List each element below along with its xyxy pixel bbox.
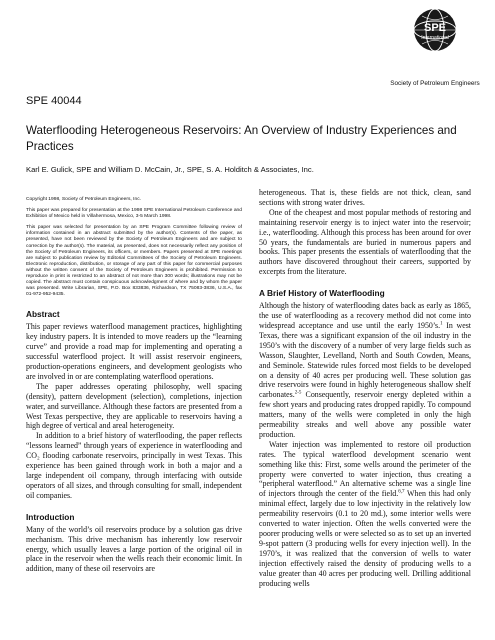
paper-title: Waterflooding Heterogeneous Reservoirs: An Overview of Industry Experiences and Practices bbox=[26, 124, 457, 153]
citation-ref: 1 bbox=[440, 321, 443, 327]
history-paragraph bbox=[259, 301, 471, 440]
introduction-paragraph: Many of the world’s oil reservoirs produce by a solution gas drive mechanism. This drive mechanism has inherently low reservoir energy, which usually leaves a large portion of the original oil in place in the reservoir when the wells reach their economic limit. In addition, many of these oil reservoirs are bbox=[26, 524, 242, 574]
citation-ref: 6,7 bbox=[398, 489, 405, 495]
history-text: When this had only minimal effect, largely due to low injectivity in the relatively low permeability reservoirs (0.1 to 20 md.), some interior wells were converted to water injection. Often the wells converted were the poorer producing wells or were selected so as to set up an inverted 9-spot pattern (3 producing wells for every injection well). In the 1970’s, it was realized that the conversion of wells to water injection effectively raised the density of producing wells to a value greater than 40 acres per producing well. Drilling additional producing wells bbox=[259, 489, 472, 588]
left-column bbox=[26, 197, 242, 574]
history-heading: A Brief History of Waterflooding bbox=[259, 288, 385, 299]
copyright-notice: Copyright 1998, Society of Petroleum Engineers, Inc. bbox=[26, 197, 141, 202]
logo-caption: Society of Petroleum Engineers bbox=[390, 80, 480, 87]
authors-line: Karl E. Gulick, SPE and William D. McCain, Jr., SPE, S. A. Holditch & Associates, Inc. bbox=[26, 165, 314, 174]
history-text: Consequently, reservoir energy depleted within a few short years and producing rates dropped rapidly. To compound matters, many of the wells were completed in only the high permeability streaks and well above any possible water production. bbox=[259, 390, 471, 439]
conference-notice: This paper was prepared for presentation at the 1998 SPE International Petroleum Conference and Exhibition of Mexico held in Villahermosa, Mexico, 3-5 March 1998. bbox=[26, 208, 242, 220]
history-text: In west Texas, there was a significant expansion of the oil industry in the 1950’s with the discovery of a number of very large fields such as Wasson, Slaughter, Levelland, North and South Cowden, Means, and Seminole. Statewide rules forced most fields to be developed on a density of 40 acres per producing well. These solution gas drive reservoirs were found in highly heterogeneous shallow shelf carbonates. bbox=[259, 320, 471, 400]
abstract-paragraph: The paper addresses operating philosophy, well spacing (density), pattern development (selection), completions, injection water, and surveillance. Although these factors are presented from a West Texas perspective, they are applicable to reservoirs having a high degree of vertical and areal heterogeneity. bbox=[26, 381, 242, 431]
introduction-heading: Introduction bbox=[26, 511, 75, 522]
right-column bbox=[259, 188, 471, 588]
paper-number: SPE 40044 bbox=[26, 95, 82, 107]
intro-continuation: heterogeneous. That is, these fields are not thick, clean, sand sections with strong water drives. bbox=[259, 188, 471, 207]
abstract-heading: Abstract bbox=[26, 309, 60, 320]
spe-logo bbox=[386, 8, 484, 90]
abstract-paragraph: In addition to a brief history of waterflooding, the paper reflects “lessons learned” through years of experience in waterflooding and CO₂ flooding carbonate reservoirs, principally in west Texas. This experience has been gained through work in both a major and a large independent oil company, through interfacing with outside operators of all sizes, and through consulting for small, independent oil companies. bbox=[26, 431, 242, 500]
intro-paragraph: One of the cheapest and most popular methods of restoring and maintaining reservoir energy is to inject water into the reservoir; i.e., waterflooding. Although this process has been around for over 50 years, the fundamentals are buried in numerous papers and books. This paper presents the essentials of waterflooding that the authors have discovered throughout their careers, supported by excerpts from the literature. bbox=[259, 207, 471, 277]
review-notice: This paper was selected for presentation by an SPE Program Committee following review of information contained in an abstract submitted by the author(s). Contents of the paper, as presented, have not been reviewed by the Society of Petroleum Engineers and are subject to correction by the author(s). The material, as presented, does not necessarily reflect any position of the Society of Petroleum Engineers, its officers, or members. Papers presented at SPE meetings are subject to publication review by Editorial Committees of the Society of Petroleum Engineers. Electronic reproduction, distribution, or storage of any part of this paper for commercial purposes without the written consent of the Society of Petroleum Engineers is prohibited. Permission to reproduce in print is restricted to an abstract of not more than 300 words; illustrations may not be copied. The abstract must contain conspicuous acknowledgment of where and by whom the paper was presented. Write Librarian, SPE, P.O. Box 833836, Richardson, TX 75083-3836, U.S.A., fax 01-972-952-9435. bbox=[26, 225, 242, 298]
history-text: Although the history of waterflooding dates back as early as 1865, the use of waterflooding as a recovery method did not come into widespread acceptance and use until the early 1950’s. bbox=[259, 301, 471, 330]
history-paragraph bbox=[259, 440, 471, 589]
history-text: Water injection was implemented to restore oil production rates. The typical waterflood development scenario went something like this: First, some wells around the perimeter of the property were converted to water injection, thus creating a “peripheral waterflood.” An alternative scheme was a single line of injectors through the center of the field. bbox=[259, 439, 471, 499]
abstract-paragraph: This paper reviews waterflood management practices, highlighting key industry papers. It is intended to move readers up the “learning curve” and provide a road map for implementing and operating a successful waterflood project. It will assist reservoir engineers, production-operations engineers, and development geologists who are involved in or are contemplating waterflood operations. bbox=[26, 322, 242, 381]
citation-ref: 2-5 bbox=[294, 390, 302, 396]
logo-international-text: International bbox=[421, 35, 449, 41]
globe-icon bbox=[413, 8, 457, 52]
logo-spe-text: SPE bbox=[423, 22, 447, 34]
